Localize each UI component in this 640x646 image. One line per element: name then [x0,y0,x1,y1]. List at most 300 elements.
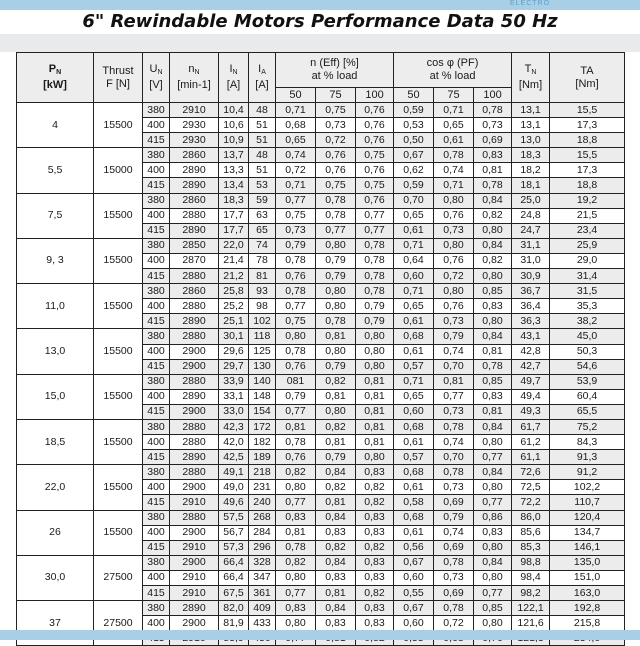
cell-voltage: 400 [143,344,170,359]
cell-current-start: 81 [249,269,276,284]
cell-eff-75: 0,79 [316,359,356,374]
cell-eff-50: 0,78 [276,253,316,268]
cell-eff-50: 0,77 [276,495,316,510]
cell-pf-50: 0,58 [394,495,434,510]
cell-current-nominal: 25,8 [219,284,249,299]
cell-speed: 2850 [170,238,219,253]
cell-eff-75: 0,84 [316,510,356,525]
cell-pf-50: 0,60 [394,616,434,631]
cell-power-kw: 37 [17,601,94,646]
table-row [17,555,625,570]
header-eff-load-100: 100 [356,88,394,103]
cell-voltage: 400 [143,616,170,631]
cell-voltage: 400 [143,163,170,178]
cell-eff-75: 0,75 [316,178,356,193]
cell-power-kw: 9, 3 [17,238,94,283]
cell-current-start: 218 [249,465,276,480]
cell-current-start: 78 [249,253,276,268]
performance-table-container [16,52,624,646]
cell-eff-100: 0,80 [356,344,394,359]
cell-current-nominal: 49,6 [219,495,249,510]
cell-eff-100: 0,78 [356,253,394,268]
cell-torque-start: 29,0 [550,253,625,268]
cell-torque-start: 110,7 [550,495,625,510]
cell-eff-50: 0,82 [276,555,316,570]
cell-torque-start: 31,5 [550,284,625,299]
cell-eff-100: 0,78 [356,284,394,299]
header-eff-load-75: 75 [316,88,356,103]
cell-current-nominal: 21,4 [219,253,249,268]
cell-pf-50: 0,60 [394,269,434,284]
cell-eff-50: 0,78 [276,540,316,555]
table-header [17,53,625,103]
cell-torque-nominal: 61,7 [512,419,550,434]
cell-eff-75: 0,76 [316,163,356,178]
cell-eff-50: 0,76 [276,359,316,374]
cell-torque-nominal: 30,9 [512,269,550,284]
cell-pf-75: 0,73 [434,404,474,419]
cell-torque-start: 134,7 [550,525,625,540]
cell-eff-50: 0,77 [276,299,316,314]
cell-eff-75: 0,80 [316,404,356,419]
cell-voltage: 400 [143,118,170,133]
cell-current-nominal: 82,0 [219,601,249,616]
cell-current-start: 125 [249,344,276,359]
cell-voltage: 400 [143,525,170,540]
cell-voltage: 380 [143,601,170,616]
cell-current-nominal: 13,4 [219,178,249,193]
cell-pf-75: 0,78 [434,465,474,480]
cell-pf-50: 0,57 [394,450,434,465]
cell-eff-50: 0,79 [276,238,316,253]
cell-torque-nominal: 98,8 [512,555,550,570]
cell-voltage: 400 [143,299,170,314]
cell-eff-50: 0,80 [276,570,316,585]
cell-current-nominal: 17,7 [219,208,249,223]
cell-eff-100: 0,75 [356,178,394,193]
table-row [17,103,625,118]
cell-eff-75: 0,80 [316,238,356,253]
cell-eff-75: 0,81 [316,389,356,404]
cell-eff-100: 0,81 [356,404,394,419]
table-row [17,374,625,389]
cell-eff-50: 0,81 [276,419,316,434]
cell-eff-50: 0,75 [276,208,316,223]
cell-eff-75: 0,83 [316,570,356,585]
cell-pf-100: 0,80 [474,616,512,631]
cell-torque-start: 31,4 [550,269,625,284]
cell-voltage: 415 [143,314,170,329]
cell-eff-100: 0,78 [356,269,394,284]
cell-current-nominal: 49,1 [219,465,249,480]
cell-voltage: 400 [143,480,170,495]
cell-eff-75: 0,81 [316,495,356,510]
header-efficiency: n (Eff) [%] at % load [276,53,394,88]
cell-eff-50: 0,75 [276,314,316,329]
cell-voltage: 415 [143,404,170,419]
cell-pf-100: 0,77 [474,495,512,510]
cell-power-kw: 26 [17,510,94,555]
cell-pf-100: 0,80 [474,540,512,555]
cell-eff-50: 0,77 [276,404,316,419]
cell-eff-50: 0,82 [276,465,316,480]
cell-current-start: 51 [249,118,276,133]
cell-pf-50: 0,68 [394,510,434,525]
cell-speed: 2880 [170,269,219,284]
cell-current-nominal: 25,1 [219,314,249,329]
cell-speed: 2880 [170,510,219,525]
cell-torque-start: 151,0 [550,570,625,585]
table-body [17,103,625,646]
cell-current-start: 98 [249,299,276,314]
cell-pf-75: 0,71 [434,178,474,193]
cell-speed: 2880 [170,299,219,314]
cell-eff-75: 0,82 [316,374,356,389]
cell-torque-nominal: 72,6 [512,465,550,480]
cell-pf-100: 0,78 [474,178,512,193]
cell-torque-nominal: 42,7 [512,359,550,374]
cell-pf-100: 0,83 [474,148,512,163]
cell-eff-100: 0,82 [356,540,394,555]
cell-eff-75: 0,81 [316,586,356,601]
table-row [17,329,625,344]
cell-pf-75: 0,79 [434,510,474,525]
performance-table [16,52,625,646]
cell-power-kw: 5,5 [17,148,94,193]
cell-pf-50: 0,59 [394,178,434,193]
cell-torque-start: 54,6 [550,359,625,374]
cell-thrust: 27500 [94,555,143,600]
cell-pf-100: 0,82 [474,253,512,268]
cell-current-start: 182 [249,435,276,450]
cell-eff-50: 0,80 [276,480,316,495]
top-accent-bar [0,0,640,10]
cell-pf-50: 0,68 [394,465,434,480]
cell-pf-100: 0,85 [474,284,512,299]
cell-current-start: 93 [249,284,276,299]
cell-eff-75: 0,78 [316,193,356,208]
cell-torque-nominal: 122,1 [512,601,550,616]
cell-pf-100: 0,78 [474,103,512,118]
cell-current-nominal: 42,5 [219,450,249,465]
cell-pf-100: 0,80 [474,314,512,329]
cell-torque-start: 215,8 [550,616,625,631]
cell-speed: 2890 [170,223,219,238]
cell-pf-75: 0,80 [434,284,474,299]
cell-pf-50: 0,67 [394,555,434,570]
cell-eff-100: 0,75 [356,148,394,163]
cell-speed: 2900 [170,525,219,540]
cell-pf-75: 0,72 [434,616,474,631]
cell-speed: 2880 [170,374,219,389]
cell-eff-50: 0,76 [276,269,316,284]
cell-voltage: 380 [143,329,170,344]
cell-torque-start: 38,2 [550,314,625,329]
cell-pf-75: 0,80 [434,193,474,208]
cell-pf-75: 0,79 [434,329,474,344]
cell-eff-100: 0,81 [356,389,394,404]
cell-eff-50: 0,76 [276,450,316,465]
table-row [17,238,625,253]
cell-torque-nominal: 13,1 [512,118,550,133]
cell-eff-100: 0,82 [356,495,394,510]
cell-current-nominal: 10,6 [219,118,249,133]
header-in: $I_N$ [A] [219,53,249,103]
cell-thrust: 15500 [94,238,143,283]
cell-speed: 2890 [170,389,219,404]
cell-speed: 2900 [170,616,219,631]
cell-power-kw: 13,0 [17,329,94,374]
cell-pf-100: 0,80 [474,223,512,238]
cell-pf-50: 0,65 [394,208,434,223]
cell-current-nominal: 57,5 [219,510,249,525]
cell-pf-75: 0,70 [434,359,474,374]
cell-current-nominal: 57,3 [219,540,249,555]
cell-eff-100: 0,76 [356,193,394,208]
cell-torque-start: 19,2 [550,193,625,208]
cell-eff-50: 0,78 [276,284,316,299]
cell-speed: 2880 [170,329,219,344]
cell-current-start: 328 [249,555,276,570]
cell-current-nominal: 21,2 [219,269,249,284]
cell-eff-100: 0,82 [356,480,394,495]
cell-power-kw: 7,5 [17,193,94,238]
cell-eff-50: 0,80 [276,329,316,344]
cell-torque-nominal: 18,3 [512,148,550,163]
cell-pf-50: 0,65 [394,299,434,314]
cell-current-nominal: 42,3 [219,419,249,434]
cell-eff-100: 0,79 [356,299,394,314]
cell-eff-100: 0,80 [356,450,394,465]
cell-eff-100: 0,81 [356,374,394,389]
cell-eff-75: 0,82 [316,480,356,495]
cell-pf-75: 0,77 [434,389,474,404]
cell-eff-50: 0,80 [276,616,316,631]
header-ta: TA [Nm] [550,53,625,103]
cell-torque-nominal: 85,3 [512,540,550,555]
cell-pf-50: 0,67 [394,148,434,163]
cell-pf-75: 0,76 [434,253,474,268]
cell-current-start: 65 [249,223,276,238]
cell-pf-50: 0,62 [394,163,434,178]
cell-current-nominal: 66,4 [219,570,249,585]
cell-eff-75: 0,75 [316,103,356,118]
table-row [17,510,625,525]
cell-pf-100: 0,83 [474,299,512,314]
cell-power-kw: 4 [17,103,94,148]
cell-pf-100: 0,84 [474,238,512,253]
cell-current-nominal: 49,0 [219,480,249,495]
cell-pf-100: 0,81 [474,163,512,178]
cell-current-start: 433 [249,616,276,631]
cell-voltage: 400 [143,570,170,585]
cell-speed: 2890 [170,601,219,616]
cell-speed: 2910 [170,495,219,510]
cell-torque-nominal: 49,7 [512,374,550,389]
cell-pf-75: 0,74 [434,435,474,450]
cell-torque-nominal: 98,4 [512,570,550,585]
cell-torque-start: 45,0 [550,329,625,344]
cell-voltage: 415 [143,586,170,601]
cell-pf-100: 0,80 [474,480,512,495]
cell-speed: 2860 [170,284,219,299]
cell-torque-nominal: 49,4 [512,389,550,404]
cell-eff-75: 0,84 [316,465,356,480]
cell-voltage: 415 [143,133,170,148]
cell-pf-75: 0,76 [434,299,474,314]
cell-current-nominal: 81,9 [219,616,249,631]
cell-thrust: 15500 [94,329,143,374]
cell-voltage: 400 [143,435,170,450]
cell-pf-75: 0,69 [434,586,474,601]
cell-torque-nominal: 61,1 [512,450,550,465]
cell-pf-50: 0,57 [394,359,434,374]
cell-current-nominal: 10,4 [219,103,249,118]
cell-torque-start: 18,8 [550,133,625,148]
cell-current-nominal: 25,2 [219,299,249,314]
cell-pf-75: 0,69 [434,540,474,555]
cell-eff-75: 0,79 [316,269,356,284]
cell-current-start: 296 [249,540,276,555]
cell-pf-50: 0,61 [394,480,434,495]
cell-torque-nominal: 24,8 [512,208,550,223]
cell-eff-75: 0,79 [316,253,356,268]
cell-pf-100: 0,84 [474,419,512,434]
cell-current-start: 189 [249,450,276,465]
cell-pf-50: 0,61 [394,314,434,329]
cell-eff-100: 0,83 [356,465,394,480]
cell-voltage: 415 [143,359,170,374]
cell-pf-100: 0,78 [474,359,512,374]
cell-pf-50: 0,61 [394,525,434,540]
cell-torque-nominal: 49,3 [512,404,550,419]
cell-thrust: 15500 [94,374,143,419]
header-thrust: Thrust F [N] [94,53,143,103]
cell-pf-75: 0,70 [434,450,474,465]
cell-torque-start: 102,2 [550,480,625,495]
cell-power-kw: 22,0 [17,465,94,510]
cell-current-start: 118 [249,329,276,344]
cell-torque-start: 15,5 [550,103,625,118]
cell-thrust: 15500 [94,419,143,464]
cell-eff-75: 0,77 [316,223,356,238]
cell-eff-100: 0,83 [356,510,394,525]
cell-eff-75: 0,76 [316,148,356,163]
cell-pf-100: 0,83 [474,525,512,540]
cell-current-nominal: 18,3 [219,193,249,208]
cell-torque-start: 135,0 [550,555,625,570]
cell-voltage: 380 [143,284,170,299]
cell-eff-100: 0,83 [356,616,394,631]
cell-voltage: 415 [143,495,170,510]
cell-eff-75: 0,73 [316,118,356,133]
cell-voltage: 415 [143,450,170,465]
header-tn: $T_N$ [Nm] [512,53,550,103]
cell-current-nominal: 22,0 [219,238,249,253]
cell-torque-start: 50,3 [550,344,625,359]
cell-pf-50: 0,61 [394,223,434,238]
cell-eff-75: 0,79 [316,450,356,465]
cell-torque-nominal: 72,5 [512,480,550,495]
cell-torque-start: 60,4 [550,389,625,404]
cell-torque-start: 23,4 [550,223,625,238]
cell-pf-100: 0,80 [474,435,512,450]
cell-speed: 2860 [170,193,219,208]
cell-current-start: 148 [249,389,276,404]
cell-pf-100: 0,84 [474,193,512,208]
cell-eff-50: 0,74 [276,148,316,163]
cell-torque-start: 35,3 [550,299,625,314]
cell-torque-nominal: 36,4 [512,299,550,314]
cell-power-kw: 30,0 [17,555,94,600]
cell-speed: 2890 [170,163,219,178]
cell-current-start: 284 [249,525,276,540]
cell-current-start: 172 [249,419,276,434]
cell-eff-100: 0,83 [356,525,394,540]
cell-eff-75: 0,78 [316,314,356,329]
cell-pf-50: 0,71 [394,284,434,299]
cell-eff-75: 0,84 [316,601,356,616]
cell-speed: 2930 [170,118,219,133]
cell-speed: 2910 [170,103,219,118]
header-pf-load-100: 100 [474,88,512,103]
cell-pf-75: 0,78 [434,419,474,434]
cell-pf-100: 0,77 [474,586,512,601]
header-pf-load-50: 50 [394,88,434,103]
cell-pf-75: 0,74 [434,525,474,540]
cell-pf-50: 0,50 [394,133,434,148]
cell-current-start: 347 [249,570,276,585]
cell-voltage: 400 [143,208,170,223]
cell-pf-50: 0,59 [394,103,434,118]
cell-eff-100: 0,80 [356,329,394,344]
cell-speed: 2900 [170,480,219,495]
cell-speed: 2890 [170,314,219,329]
cell-eff-75: 0,72 [316,133,356,148]
cell-eff-50: 0,73 [276,223,316,238]
cell-eff-50: 0,83 [276,510,316,525]
cell-current-start: 63 [249,208,276,223]
cell-eff-100: 0,80 [356,359,394,374]
cell-pf-50: 0,64 [394,253,434,268]
header-power-factor: cos φ (PF) at % load [394,53,512,88]
cell-eff-100: 0,81 [356,419,394,434]
cell-eff-50: 0,65 [276,133,316,148]
cell-current-nominal: 13,3 [219,163,249,178]
header-pf-load-75: 75 [434,88,474,103]
cell-speed: 2910 [170,570,219,585]
cell-torque-start: 75,2 [550,419,625,434]
cell-torque-nominal: 25,0 [512,193,550,208]
cell-pf-50: 0,60 [394,570,434,585]
cell-torque-nominal: 31,0 [512,253,550,268]
cell-eff-75: 0,82 [316,540,356,555]
cell-speed: 2910 [170,586,219,601]
cell-pf-50: 0,71 [394,238,434,253]
cell-voltage: 380 [143,238,170,253]
table-row [17,284,625,299]
cell-eff-75: 0,80 [316,284,356,299]
cell-pf-75: 0,74 [434,163,474,178]
cell-torque-start: 21,5 [550,208,625,223]
cell-pf-75: 0,76 [434,208,474,223]
cell-torque-nominal: 13,1 [512,103,550,118]
cell-thrust: 15500 [94,510,143,555]
cell-pf-75: 0,65 [434,118,474,133]
cell-eff-50: 0,77 [276,586,316,601]
cell-current-start: 140 [249,374,276,389]
cell-eff-75: 0,82 [316,419,356,434]
